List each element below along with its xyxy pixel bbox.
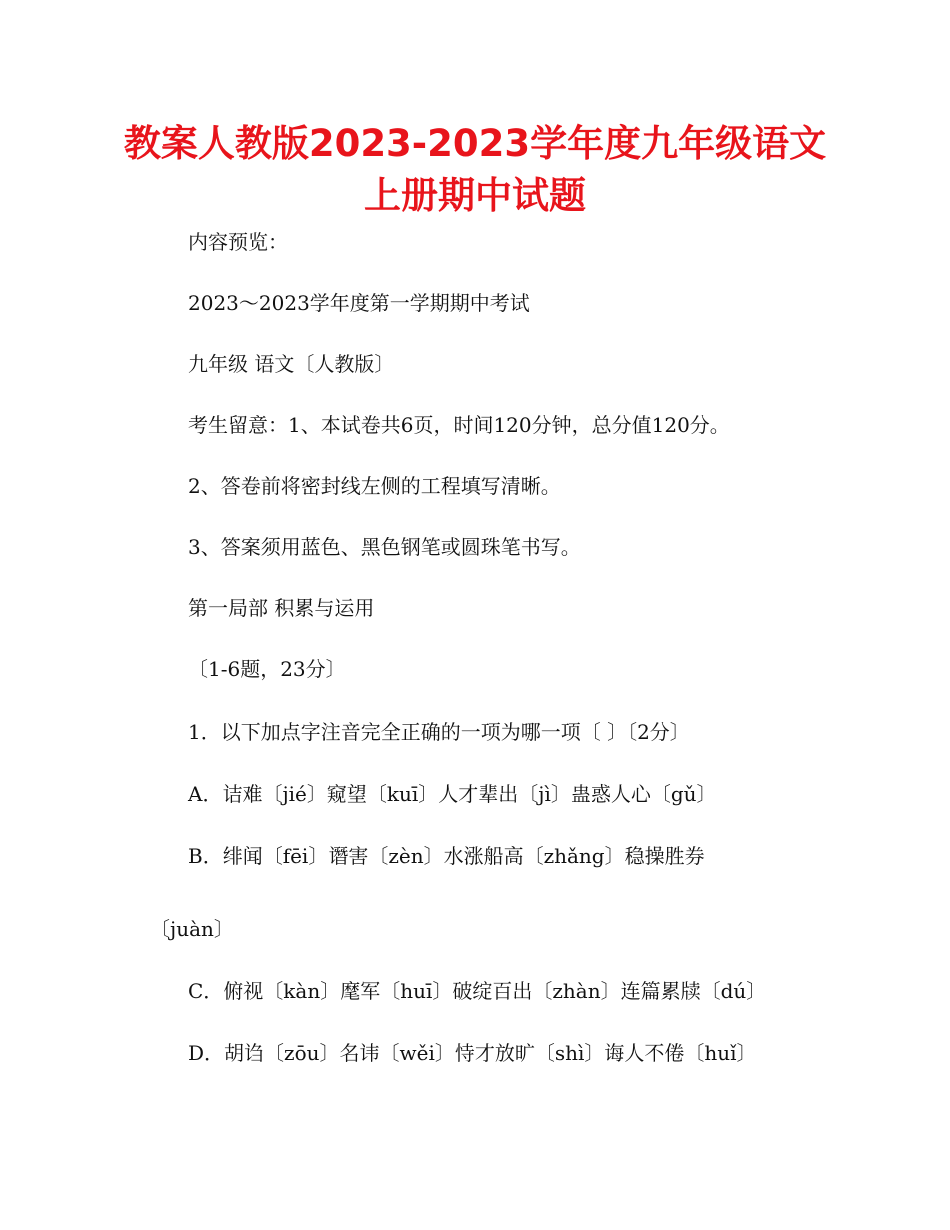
exam-notice-2: 2、答卷前将密封线左侧的工程填写清晰。 [188, 474, 561, 498]
question-1: 1．以下加点字注音完全正确的一项为哪一项〔 〕〔2分〕 [188, 720, 690, 744]
title-line-2: 上册期中试题 [364, 174, 586, 217]
option-d: D．胡诌〔zōu〕名讳〔wěi〕恃才放旷〔shì〕诲人不倦〔huǐ〕 [188, 1041, 757, 1065]
section-score: 〔1-6题，23分〕 [188, 657, 346, 681]
title-line-1: 教案人教版2023-2023学年度九年级语文 [123, 122, 827, 165]
document-title [60, 118, 890, 222]
grade-subject: 九年级 语文〔人教版〕 [188, 352, 395, 376]
section-heading: 第一局部 积累与运用 [188, 596, 375, 620]
option-b-continued: 〔juàn〕 [150, 917, 234, 941]
preview-label: 内容预览： [188, 230, 288, 254]
exam-notice-1: 考生留意：1、本试卷共6页，时间120分钟，总分值120分。 [188, 413, 730, 437]
option-a: A．诘难〔jié〕窥望〔kuī〕人才辈出〔jì〕蛊惑人心〔gǔ〕 [188, 782, 717, 806]
exam-notice-3: 3、答案须用蓝色、黑色钢笔或圆珠笔书写。 [188, 535, 581, 559]
option-c: C．俯视〔kàn〕麾军〔huī〕破绽百出〔zhàn〕连篇累牍〔dú〕 [188, 979, 767, 1003]
option-b: B．绯闻〔fēi〕谮害〔zèn〕水涨船高〔zhǎng〕稳操胜券 [188, 844, 705, 868]
exam-name: 2023～2023学年度第一学期期中考试 [188, 291, 530, 315]
